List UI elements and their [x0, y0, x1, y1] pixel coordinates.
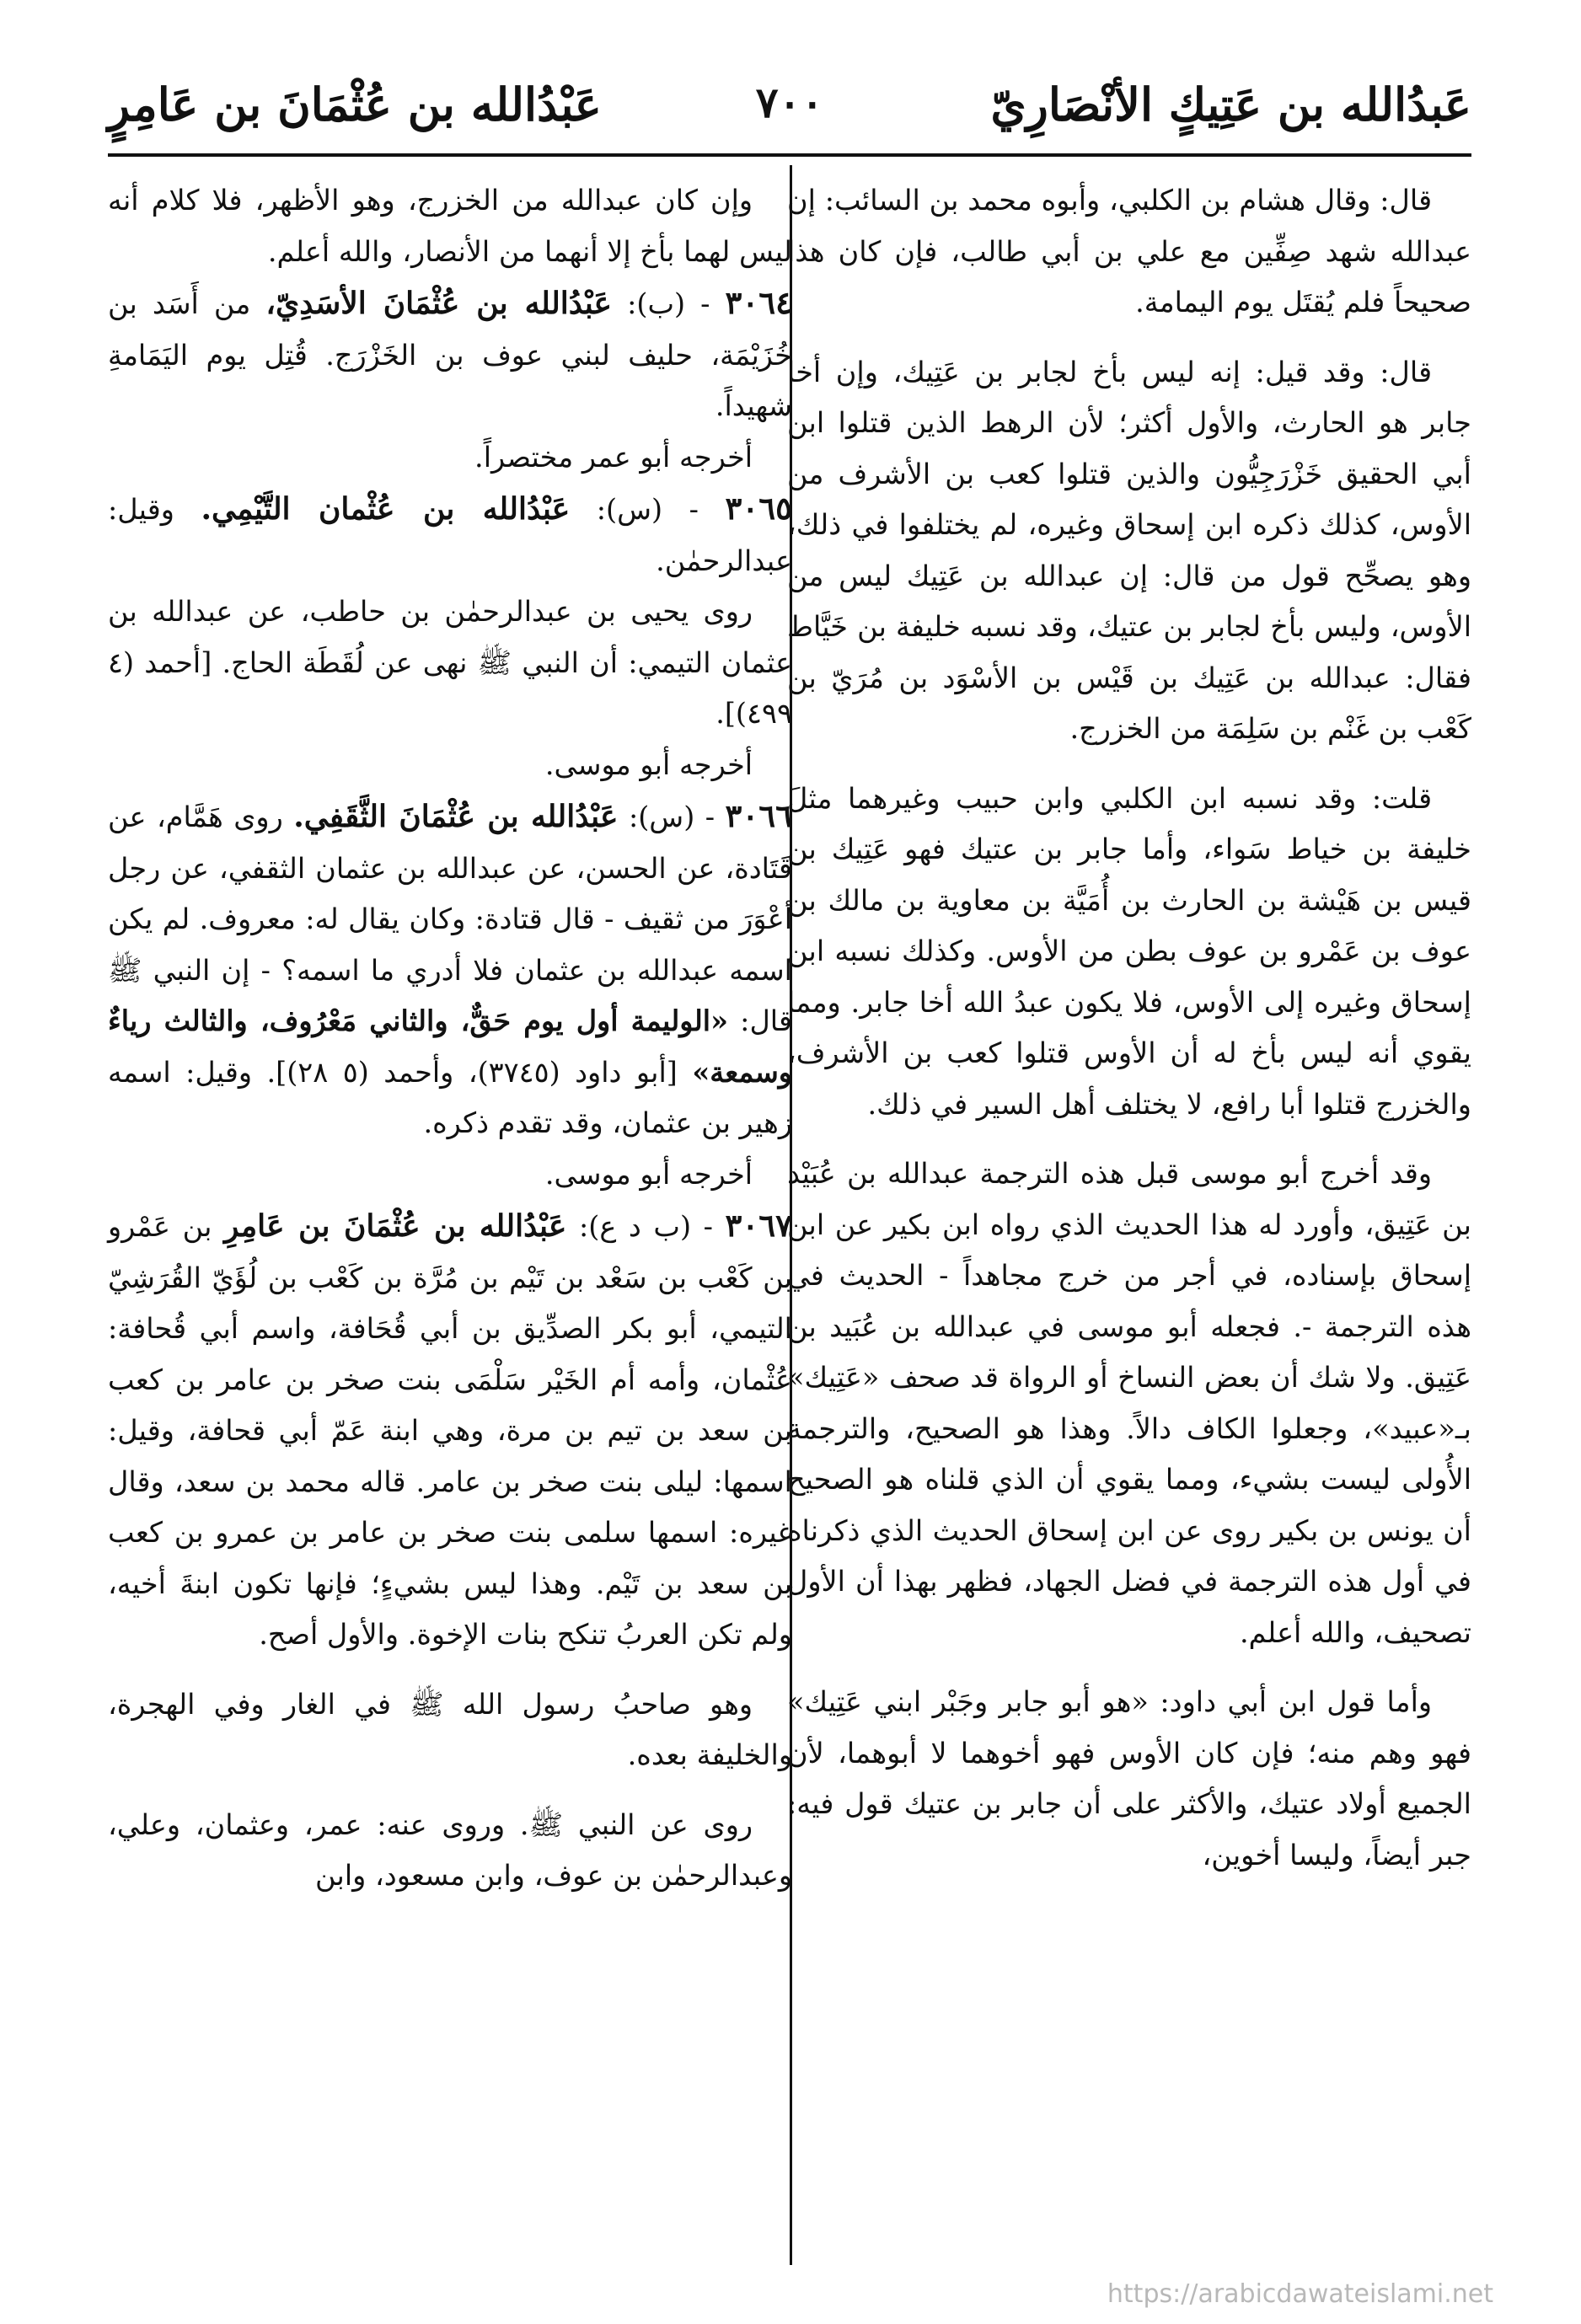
entry-number: ٣٠٦٧: [725, 1207, 793, 1244]
entry-name: عَبْدُالله بن عُثْمَانَ الثَّقَفِي.: [293, 799, 619, 834]
watermark-url: https://arabicdawateislami.net: [1107, 2279, 1493, 2309]
paragraph: وهو صاحبُ رسول الله ﷺ في الغار وفي الهجرة، والخليفة بعده.: [108, 1687, 792, 1771]
left-running-title: عَبْدُالله بن عُثْمَانَ بن عَامِرٍ: [108, 78, 602, 131]
paragraph: وقد أخرج أبو موسى قبل هذه الترجمة عبدالله بن عُبَيْد بن عَتِيق، وأورد له هذا الحديث الذي رواه ابن بكير عن ابن إسحاق بإسناده، في أجر من خرج مجاهداً - الحديث في هذه الترجمة -. فجعله أبو موسى في عبدالله بن عُبَيد بن عَتِيق. ولا شك أن بعض النساخ أو الرواة قد صحف «عَتِيك» بـ«عبيد»، وجعلوا الكاف دالاً. وهذا هو الصحيح، والترجمة الأُولى ليست بشيء، ومما يقوي أن الذي قلناه هو الصحيح أن يونس بن بكير روى عن ابن إسحاق الحديث الذي ذكرناه في أول هذه الترجمة في فضل الجهاد، فظهر بهذا أن الأول تصحيف، والله أعلم.: [787, 1157, 1471, 1649]
entry-3067: [108, 1200, 792, 1661]
paragraph: روى عن النبي ﷺ. وروى عنه: عمر، وعثمان، وعلي، وعبدالرحمٰن بن عوف، وابن مسعود، وابن: [108, 1807, 792, 1892]
source-code: - (ب د ع):: [566, 1210, 726, 1243]
paragraph: وأما قول ابن أبي داود: «هو أبو جابر وجَبْر ابني عَتِيك» فهو وهم منه؛ فإن كان الأوس فهو أخوهما لا أبوهما، لأن الجميع أولاد عتيك، والأكثر على أن جابر بن عتيك قول فيه: جبر أيضاً، وليسا أخوين،: [787, 1685, 1471, 1872]
entry-3065: [108, 483, 792, 586]
entry-name: عَبْدُالله بن عُثْمَانَ الأسَدِيّ،: [265, 286, 613, 321]
entry-3066: [108, 790, 792, 1149]
entry-text: وقيل: عبدالرحمٰن.: [108, 493, 792, 577]
right-running-title: عَبدُالله بن عَتِيكٍ الأنْصَارِيّ: [990, 78, 1471, 131]
page-number: ٧٠٠: [755, 78, 824, 127]
entry-text: بن عَمْرو بن كَعْب بن سَعْد بن تَيْم بن مُرَّة بن كَعْب بن لُؤَيّ القُرَشِيّ التيمي، أبو بكر الصدِّيق بن أبي قُحَافة، واسم أبي قُحافة: عُثْمان، وأمه أم الخَيْر سَلْمَى بنت صخر بن عامر بن كعب بن سعد بن تيم بن مرة، وهي ابنة عَمّ أبي قحافة، وقيل: اسمها: ليلى بنت صخر بن عامر. قاله محمد بن سعد، وقال غيره: اسمها سلمى بنت صخر بن عامر بن عمرو بن كعب بن سعد بن تَيْم. وهذا ليس بشيءٍ؛ فإنها تكون ابنةَ أخيه، ولم تكن العربُ تنكح بنات الإخوة. والأول أصح.: [108, 1210, 792, 1651]
page-header: [108, 78, 1471, 145]
hadith-quote: «الوليمة أول يوم حَقٌّ، والثاني مَعْرُوف، والثالث رياءٌ وسمعة»: [108, 1004, 792, 1089]
entry-number: ٣٠٦٤: [725, 284, 792, 321]
header-rule: [108, 153, 1471, 157]
source-note: أخرجه أبو موسى.: [544, 1157, 753, 1191]
entry-name: عَبْدُالله بن عُثْمَانَ بن عَامِرِ: [224, 1208, 567, 1244]
paragraph: روى يحيى بن عبدالرحمٰن بن حاطب، عن عبدالله بن عثمان التيمي: أن النبي ﷺ نهى عن لُقَطَة الحاج. [أحمد (٤ ٤٩٩)].: [108, 595, 792, 730]
right-column: [787, 175, 1471, 1881]
entry-name: عَبْدُالله بن عُثْمان التَّيْمِي.: [201, 491, 571, 527]
paragraph: قال: وقد قيل: إنه ليس بأخ لجابر بن عَتِيك، وإن أخا جابر هو الحارث، والأول أكثر؛ لأن الرهط الذين قتلوا ابن أبي الحقيق خَزْرَجِيُّون والذين قتلوا كعب بن الأشرف من الأوس، كذلك ذكره ابن إسحاق وغيره، لم يختلفوا في ذلك، وهو يصحِّح قول من قال: إن عبدالله بن عَتِيك ليس من الأوس، وليس بأخ لجابر بن عتيك، وقد نسبه خليفة بن خَيَّاط فقال: عبدالله بن عَتِيك بن قَيْس بن الأسْوَد بن مُرَيّ بن كَعْب بن غَنْم بن سَلِمَة من الخزرج.: [787, 355, 1471, 745]
paragraph: قال: وقال هشام بن الكلبي، وأبوه محمد بن السائب: إن عبدالله شهد صِفِّين مع علي بن أبي طالب، فإن كان هذا صحيحاً فلم يُقتَل يوم اليمامة.: [787, 184, 1471, 319]
entry-3064: [108, 277, 792, 432]
source-code: - (س):: [618, 801, 726, 833]
source-code: - (ب):: [612, 287, 726, 320]
source-code: - (س):: [570, 493, 726, 526]
entry-text: من أَسَد بن خُزَيْمَة، حليف لبني عوف بن الخَزْرَج. قُتِل يوم اليَمَامةِ شهيداً.: [108, 287, 792, 422]
entry-number: ٣٠٦٦: [725, 797, 792, 834]
paragraph: وإن كان عبدالله من الخزرج، وهو الأظهر، فلا كلام أنه ليس لهما بأخ إلا أنهما من الأنصار، والله أعلم.: [108, 184, 792, 268]
entry-number: ٣٠٦٥: [725, 490, 792, 527]
entry-text: روى هَمَّام، عن قَتَادة، عن الحسن، عن عبدالله بن عثمان الثقفي، عن رجل أعْوَرَ من ثقيف - قال قتادة: وكان يقال له: معروف. لم يكن اسمه عبدالله بن عثمان فلا أدري ما اسمه؟ - إن النبي ﷺ قال:: [108, 801, 793, 1037]
left-column: [108, 175, 792, 1902]
entry-text: [أبو داود (٣٧٤٥)، وأحمد (٥ ٢٨)]. وقيل: اسمه زهير بن عثمان، وقد تقدم ذكره.: [108, 1055, 792, 1139]
source-note: أخرجه أبو عمر مختصراً.: [474, 440, 753, 474]
paragraph: قلت: وقد نسبه ابن الكلبي وابن حبيب وغيرهما مثلَ خليفة بن خياط سَواء، وأما جابر بن عتيك فهو عَتِيك بن قيس بن هَيْشة بن الحارث بن أُمَيَّة بن معاوية بن مالك بن عوف بن عَمْرو بن عوف بطن من الأوس. وكذلك نسبه ابن إسحاق وغيره إلى الأوس، فلا يكون عبدُ الله أخا جابر. ومما يقوي أنه ليس بأخ له أن الأوس قتلوا كعب بن الأشرف، والخزرج قتلوا أبا رافع، لا يختلف أهل السير في ذلك.: [787, 781, 1471, 1121]
source-note: أخرجه أبو موسى.: [544, 747, 753, 781]
